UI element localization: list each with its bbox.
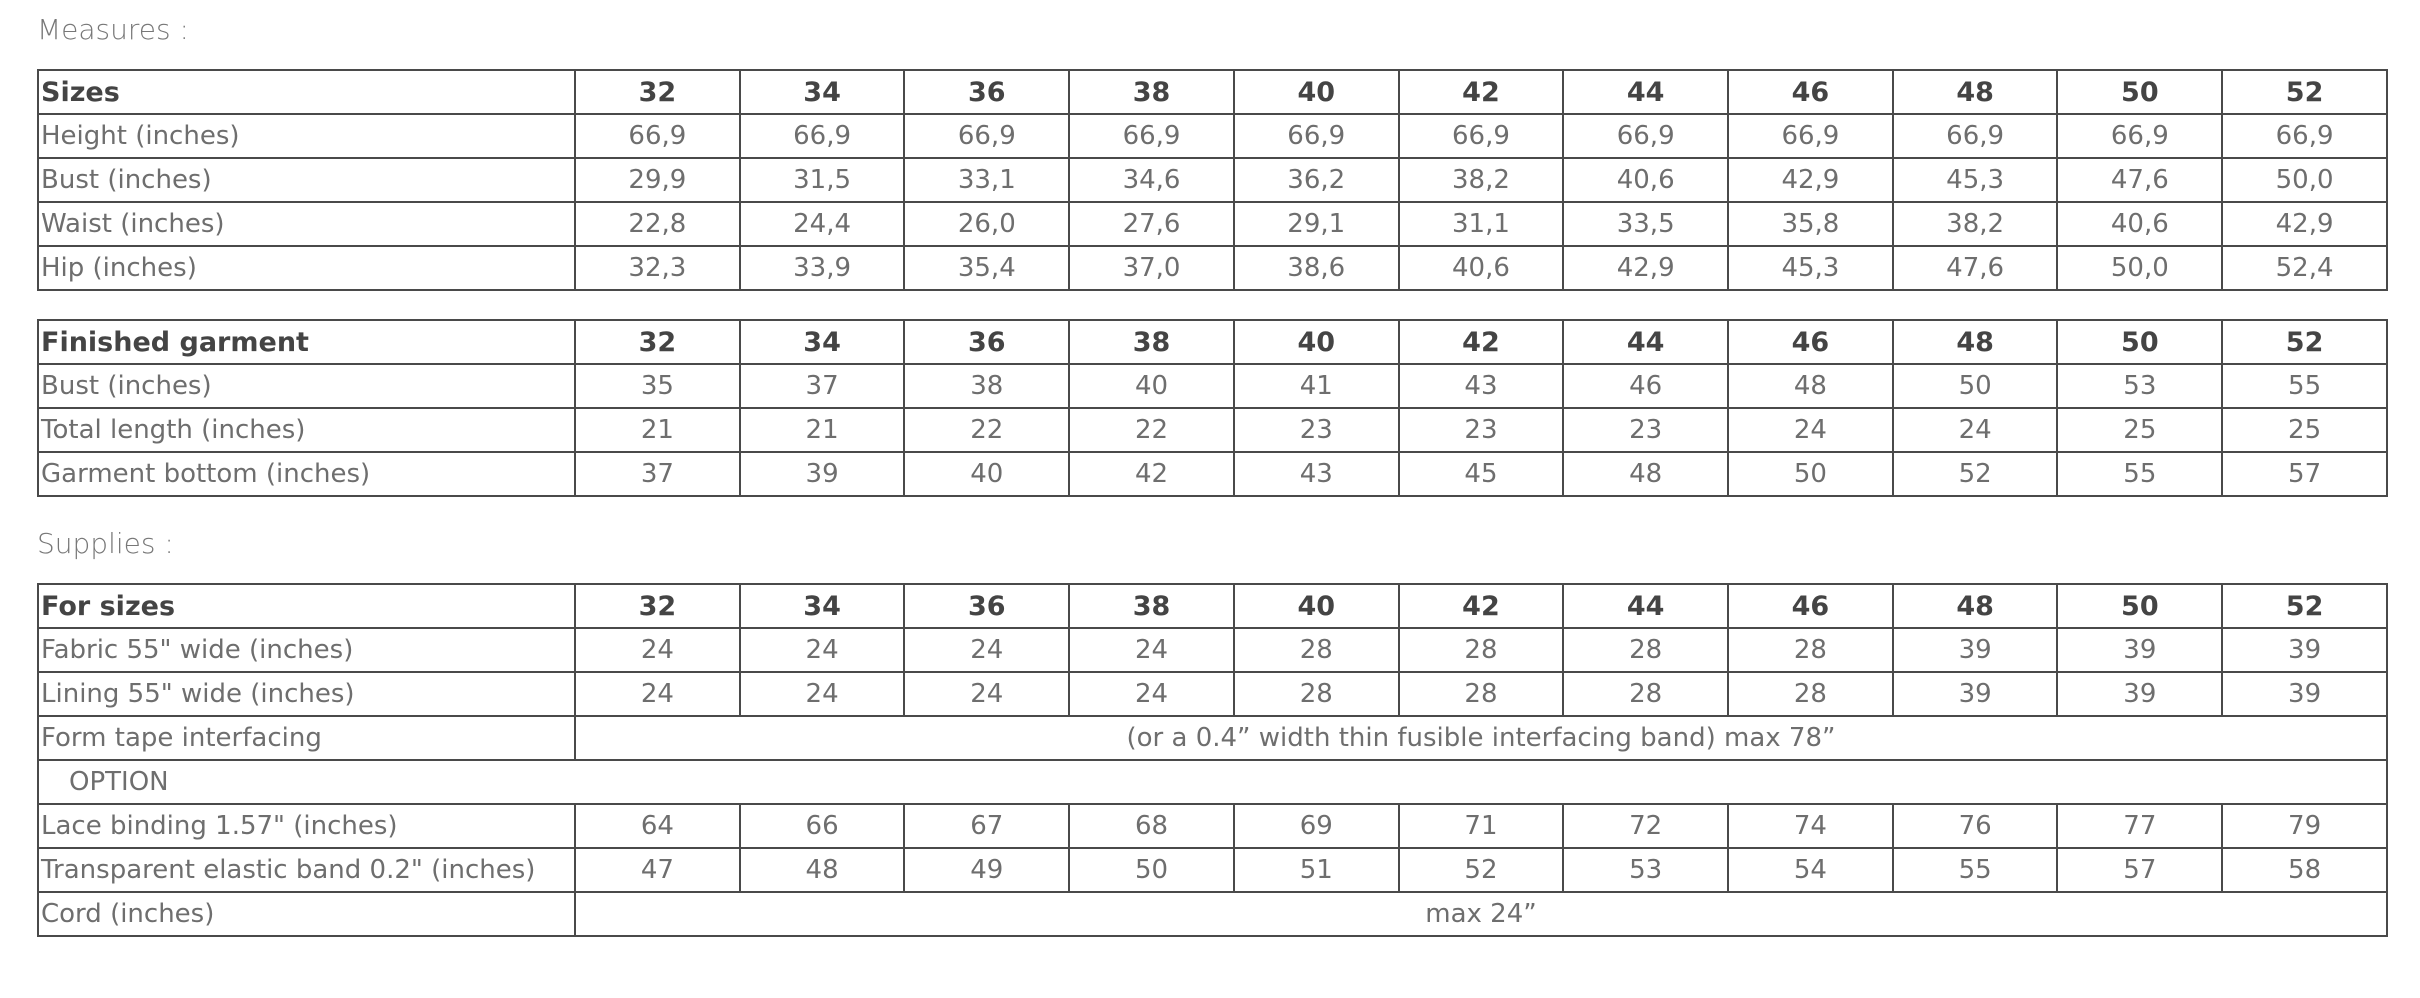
size-header: 36 [904,320,1069,364]
table-cell: 66,9 [575,114,740,158]
table-cell: 71 [1399,804,1564,848]
table-cell: 50 [1728,452,1893,496]
table-cell: 53 [2057,364,2222,408]
size-header: 48 [1893,584,2058,628]
table-row [38,672,2387,716]
table-cell: 49 [904,848,1069,892]
table-cell: 21 [575,408,740,452]
table-cell: 24 [740,672,905,716]
table-row [38,364,2387,408]
table-cell: 24 [575,628,740,672]
table-header-row [38,584,2387,628]
table-cell: 52,4 [2222,246,2387,290]
table-cell: 52 [1893,452,2058,496]
table-row [38,114,2387,158]
table-cell: 36,2 [1234,158,1399,202]
size-header: 40 [1234,70,1399,114]
size-header: 38 [1069,320,1234,364]
table-row [38,158,2387,202]
table-cell: 39 [1893,628,2058,672]
finished-garment-table [37,319,2388,497]
measures-table [37,69,2388,291]
table-cell: 40,6 [1563,158,1728,202]
table-cell: 38,6 [1234,246,1399,290]
table-header-row [38,70,2387,114]
table-cell: 28 [1728,628,1893,672]
table-cell: 21 [740,408,905,452]
table-cell: 26,0 [904,202,1069,246]
table-cell: 28 [1563,628,1728,672]
table-cell: 42,9 [2222,202,2387,246]
size-header: 52 [2222,320,2387,364]
row-label: Height (inches) [38,114,575,158]
table-cell: 23 [1563,408,1728,452]
table-cell: 32,3 [575,246,740,290]
table-cell: 39 [740,452,905,496]
table-row [38,760,2387,804]
row-label: Bust (inches) [38,158,575,202]
table-cell: 40,6 [2057,202,2222,246]
table-cell: 66,9 [1399,114,1564,158]
row-label: Cord (inches) [38,892,575,936]
table-row [38,246,2387,290]
table-cell: 42,9 [1563,246,1728,290]
option-heading: OPTION [38,760,2387,804]
size-header: 50 [2057,320,2222,364]
size-header: 42 [1399,320,1564,364]
table-cell: 38,2 [1893,202,2058,246]
size-header: 46 [1728,584,1893,628]
table-cell: 77 [2057,804,2222,848]
size-header: 44 [1563,70,1728,114]
table-cell: 46 [1563,364,1728,408]
table-cell: 24 [1069,672,1234,716]
table-cell: 40 [1069,364,1234,408]
table-row [38,452,2387,496]
table-cell: 66,9 [2057,114,2222,158]
row-label: Hip (inches) [38,246,575,290]
table-cell: 66,9 [740,114,905,158]
row-label: Lace binding 1.57" (inches) [38,804,575,848]
table-cell: 66,9 [1069,114,1234,158]
table-cell: 45,3 [1728,246,1893,290]
table-cell: 66,9 [1234,114,1399,158]
table-cell: 50 [1893,364,2058,408]
table-cell: 51 [1234,848,1399,892]
table-cell: 55 [1893,848,2058,892]
table-cell: 47,6 [1893,246,2058,290]
size-header: 50 [2057,584,2222,628]
table-cell: 29,1 [1234,202,1399,246]
table-cell: 24 [904,672,1069,716]
table-cell: 53 [1563,848,1728,892]
table-cell: 37,0 [1069,246,1234,290]
table-cell: 41 [1234,364,1399,408]
table-cell: 48 [1728,364,1893,408]
table-cell: 22 [904,408,1069,452]
size-header: 32 [575,320,740,364]
table-cell: 33,1 [904,158,1069,202]
size-header: 32 [575,70,740,114]
size-header: 40 [1234,320,1399,364]
table-header-row [38,320,2387,364]
table-cell: 42 [1069,452,1234,496]
table-cell: 28 [1399,628,1564,672]
table-cell: 66,9 [1893,114,2058,158]
table-cell: 37 [740,364,905,408]
size-header: 36 [904,70,1069,114]
table-cell: 37 [575,452,740,496]
table-row [38,804,2387,848]
table-row [38,716,2387,760]
table-cell: 24,4 [740,202,905,246]
table-cell: 23 [1234,408,1399,452]
table-cell: 22,8 [575,202,740,246]
row-label: Waist (inches) [38,202,575,246]
size-header: 34 [740,70,905,114]
table-cell: 68 [1069,804,1234,848]
table-cell: 66 [740,804,905,848]
table-cell: 35,8 [1728,202,1893,246]
table-cell: 22 [1069,408,1234,452]
table-cell: 47,6 [2057,158,2222,202]
merged-cell: max 24” [575,892,2387,936]
table-cell: 40,6 [1399,246,1564,290]
table-cell: 48 [740,848,905,892]
size-header: 46 [1728,70,1893,114]
table-cell: 45 [1399,452,1564,496]
table-cell: 50 [1069,848,1234,892]
size-header: 48 [1893,320,2058,364]
size-header: 36 [904,584,1069,628]
table-cell: 58 [2222,848,2387,892]
table-cell: 39 [2057,672,2222,716]
table-cell: 79 [2222,804,2387,848]
table-cell: 24 [1728,408,1893,452]
table-cell: 76 [1893,804,2058,848]
table-cell: 66,9 [1728,114,1893,158]
table-cell: 54 [1728,848,1893,892]
row-label: Form tape interfacing [38,716,575,760]
supplies-title: Supplies : [37,527,174,560]
table-cell: 72 [1563,804,1728,848]
table-cell: 48 [1563,452,1728,496]
table-cell: 45,3 [1893,158,2058,202]
table-row [38,408,2387,452]
table-cell: 25 [2057,408,2222,452]
size-header: 44 [1563,584,1728,628]
size-header: 34 [740,584,905,628]
table-row [38,202,2387,246]
table-cell: 24 [1069,628,1234,672]
table-cell: 33,9 [740,246,905,290]
table-cell: 55 [2222,364,2387,408]
size-header: 38 [1069,70,1234,114]
table-cell: 34,6 [1069,158,1234,202]
header-label: Sizes [38,70,575,114]
merged-cell: (or a 0.4” width thin fusible interfacing band) max 78” [575,716,2387,760]
table-cell: 57 [2222,452,2387,496]
table-cell: 55 [2057,452,2222,496]
table-cell: 29,9 [575,158,740,202]
table-cell: 50,0 [2222,158,2387,202]
size-header: 42 [1399,584,1564,628]
table-cell: 40 [904,452,1069,496]
table-cell: 66,9 [2222,114,2387,158]
table-cell: 66,9 [1563,114,1728,158]
size-header: 52 [2222,70,2387,114]
table-cell: 50,0 [2057,246,2222,290]
table-cell: 35,4 [904,246,1069,290]
size-header: 52 [2222,584,2387,628]
table-cell: 52 [1399,848,1564,892]
table-cell: 39 [2057,628,2222,672]
table-cell: 33,5 [1563,202,1728,246]
table-row [38,892,2387,936]
table-cell: 38,2 [1399,158,1564,202]
table-cell: 24 [904,628,1069,672]
row-label: Transparent elastic band 0.2" (inches) [38,848,575,892]
table-cell: 31,5 [740,158,905,202]
header-label: Finished garment [38,320,575,364]
table-cell: 28 [1728,672,1893,716]
table-cell: 38 [904,364,1069,408]
table-cell: 28 [1234,672,1399,716]
table-row [38,628,2387,672]
table-cell: 28 [1234,628,1399,672]
table-cell: 35 [575,364,740,408]
size-header: 32 [575,584,740,628]
size-header: 34 [740,320,905,364]
table-cell: 64 [575,804,740,848]
table-cell: 28 [1563,672,1728,716]
table-cell: 28 [1399,672,1564,716]
table-cell: 43 [1399,364,1564,408]
row-label: Fabric 55" wide (inches) [38,628,575,672]
table-cell: 23 [1399,408,1564,452]
size-header: 48 [1893,70,2058,114]
header-label: For sizes [38,584,575,628]
table-cell: 39 [1893,672,2058,716]
table-cell: 31,1 [1399,202,1564,246]
row-label: Lining 55" wide (inches) [38,672,575,716]
table-cell: 69 [1234,804,1399,848]
row-label: Bust (inches) [38,364,575,408]
table-cell: 47 [575,848,740,892]
supplies-table [37,583,2388,937]
measures-title: Measures : [37,13,189,46]
table-cell: 25 [2222,408,2387,452]
size-header: 44 [1563,320,1728,364]
size-header: 42 [1399,70,1564,114]
table-cell: 66,9 [904,114,1069,158]
table-cell: 24 [1893,408,2058,452]
table-cell: 43 [1234,452,1399,496]
row-label: Garment bottom (inches) [38,452,575,496]
row-label: Total length (inches) [38,408,575,452]
table-cell: 67 [904,804,1069,848]
table-cell: 27,6 [1069,202,1234,246]
size-header: 46 [1728,320,1893,364]
table-row [38,848,2387,892]
size-header: 50 [2057,70,2222,114]
table-cell: 24 [740,628,905,672]
table-cell: 24 [575,672,740,716]
table-cell: 74 [1728,804,1893,848]
table-cell: 42,9 [1728,158,1893,202]
table-cell: 39 [2222,628,2387,672]
size-header: 38 [1069,584,1234,628]
table-cell: 57 [2057,848,2222,892]
size-header: 40 [1234,584,1399,628]
table-cell: 39 [2222,672,2387,716]
